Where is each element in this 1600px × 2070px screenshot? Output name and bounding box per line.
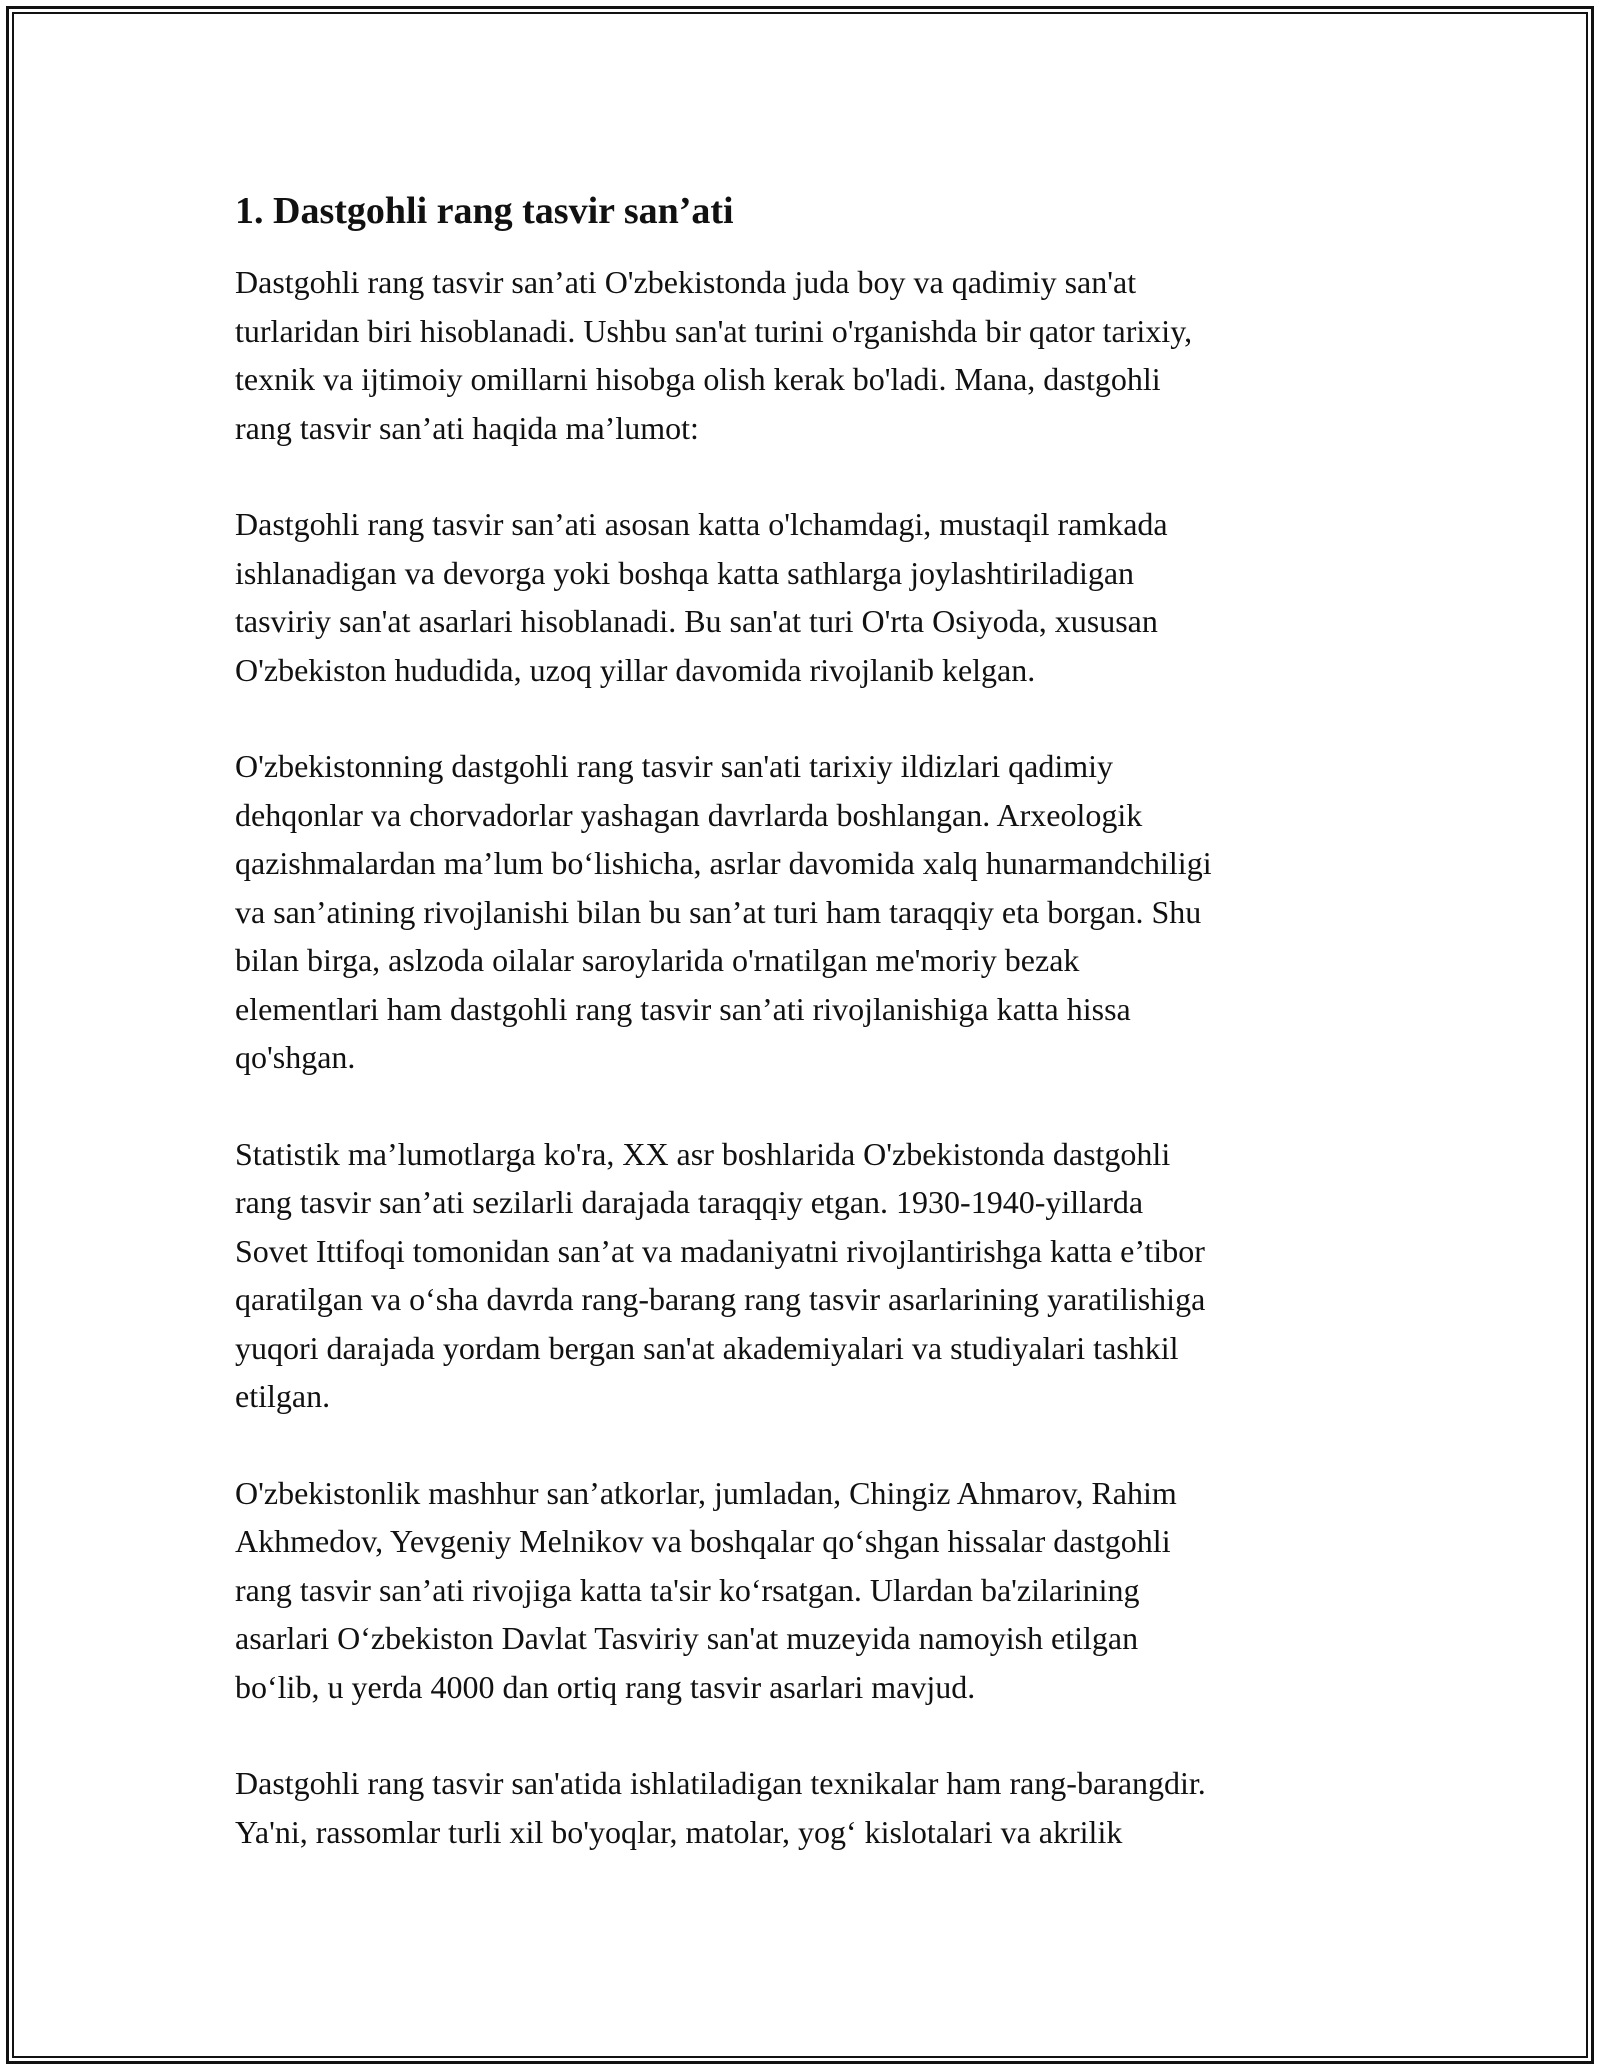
text-line: bilan birga, aslzoda oilalar saroylarida o'rnatilgan me'moriy bezak (235, 942, 1080, 978)
section-heading: 1. Dastgohli rang tasvir san’ati (235, 190, 734, 232)
paragraph (235, 1130, 1375, 1421)
paragraph (235, 258, 1375, 452)
text-line: Statistik ma’lumotlarga ko'ra, XX asr boshlarida O'zbekistonda dastgohli (235, 1135, 1171, 1172)
text-line: rang tasvir san’ati haqida ma’lumot: (235, 409, 699, 446)
paragraph (235, 1759, 1375, 1856)
text-line: va san’atining rivojlanishi bilan bu san’at turi ham taraqqiy eta borgan. Shu (235, 893, 1202, 930)
text-line: texnik va ijtimoiy omillarni hisobga olish kerak bo'ladi. Mana, dastgohli (235, 361, 1161, 397)
text-line: rang tasvir san’ati rivojiga katta ta'sir ko‘rsatgan. Ulardan ba'zilarining (235, 1571, 1140, 1608)
text-line: Dastgohli rang tasvir san’ati asosan katta o'lchamdagi, mustaqil ramkada (235, 506, 1168, 542)
text-line: qazishmalardan ma’lum bo‘lishicha, asrlar davomida xalq hunarmandchiligi (235, 845, 1212, 881)
text-line: O'zbekiston hududida, uzoq yillar davomida rivojlanib kelgan. (235, 651, 1036, 688)
text-line: rang tasvir san’ati sezilarli darajada taraqqiy etgan. 1930-1940-yillarda (235, 1184, 1144, 1220)
text-line: elementlari ham dastgohli rang tasvir san’ati rivojlanishiga katta hissa (235, 990, 1131, 1027)
text-line: Akhmedov, Yevgeniy Melnikov va boshqalar qo‘shgan hissalar dastgohli (235, 1523, 1171, 1559)
text-line: Dastgohli rang tasvir san'atida ishlatiladigan texnikalar ham rang-barangdir. (235, 1765, 1206, 1801)
paragraph (235, 742, 1375, 1082)
text-line: Sovet Ittifoqi tomonidan san’at va madaniyatni rivojlantirishga katta e’tibor (235, 1232, 1205, 1269)
text-line: tasviriy san'at asarlari hisoblanadi. Bu san'at turi O'rta Osiyoda, xususan (235, 603, 1158, 639)
document-body (235, 186, 1375, 1904)
paragraph (235, 1469, 1375, 1712)
text-line: yuqori darajada yordam bergan san'at akademiyalari va studiyalari tashkil (235, 1329, 1179, 1366)
text-line: turlaridan biri hisoblanadi. Ushbu san'at turini o'rganishda bir qator tarixiy, (235, 312, 1193, 349)
paragraph-list (235, 258, 1375, 1856)
text-line: Ya'ni, rassomlar turli xil bo'yoqlar, matolar, yog‘ kislotalari va akrilik (235, 1813, 1123, 1850)
text-line: O'zbekistonning dastgohli rang tasvir san'ati tarixiy ildizlari qadimiy (235, 748, 1114, 784)
text-line: bo‘lib, u yerda 4000 dan ortiq rang tasvir asarlari mavjud. (235, 1668, 976, 1705)
text-line: etilgan. (235, 1378, 331, 1414)
text-line: Dastgohli rang tasvir san’ati O'zbekistonda juda boy va qadimiy san'at (235, 264, 1137, 300)
text-line: qaratilgan va o‘sha davrda rang-barang rang tasvir asarlarining yaratilishiga (235, 1281, 1206, 1317)
text-line: asarlari O‘zbekiston Davlat Tasviriy san'at muzeyida namoyish etilgan (235, 1620, 1139, 1656)
text-line: ishlanadigan va devorga yoki boshqa katta sathlarga joylashtiriladigan (235, 554, 1135, 591)
text-line: O'zbekistonlik mashhur san’atkorlar, jumladan, Chingiz Ahmarov, Rahim (235, 1474, 1177, 1511)
paragraph (235, 500, 1375, 694)
text-line: dehqonlar va chorvadorlar yashagan davrlarda boshlangan. Arxeologik (235, 796, 1143, 833)
text-line: qo'shgan. (235, 1039, 356, 1075)
